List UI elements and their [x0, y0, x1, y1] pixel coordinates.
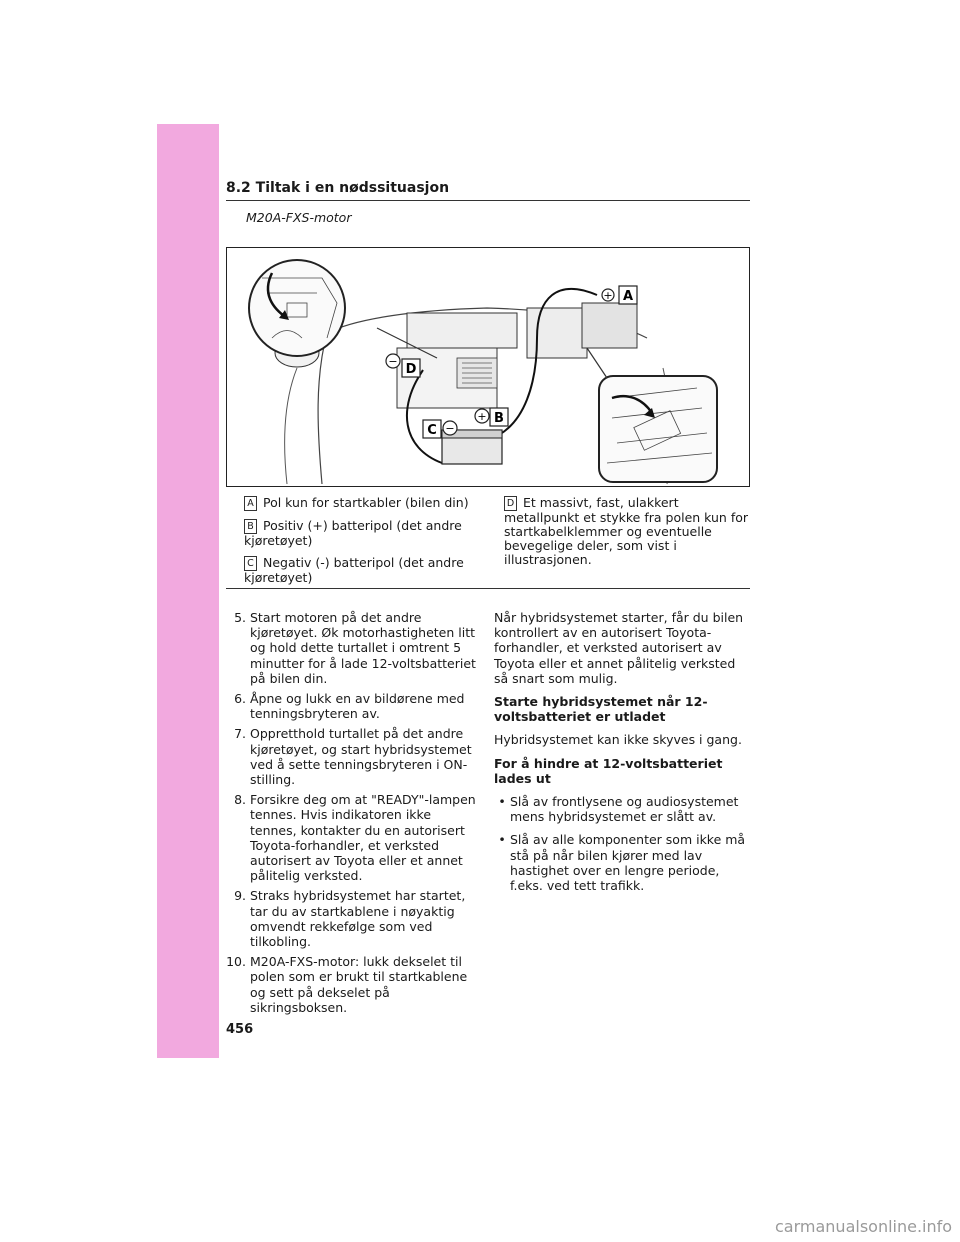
- bullet-item: [494, 832, 750, 893]
- jump-start-diagram: [227, 248, 749, 486]
- legend-divider: [226, 588, 750, 589]
- intro-paragraph: Når hybridsystemet starter, får du bilen kontrollert av en autorisert Toyota-forhandler, et verksted autorisert av Toyota eller et annet pålitelig verksted så snart som mulig.: [494, 610, 744, 686]
- terminal-plus-a: +: [603, 289, 613, 302]
- step-number: 9.: [234, 888, 246, 904]
- callout-c: C: [427, 423, 437, 438]
- steps-column: [226, 610, 480, 1020]
- bullet-text: Slå av frontlysene og audiosystemet mens hybridsystemet er slått av.: [510, 794, 739, 825]
- bullet-dot-icon: •: [498, 832, 506, 848]
- callout-d: D: [405, 362, 417, 377]
- info-column: [494, 610, 750, 901]
- step-item: [226, 610, 480, 686]
- figure-caption: M20A-FXS-motor: [246, 210, 352, 225]
- subheading-discharged: Starte hybridsystemet når 12-voltsbatteriet er utladet: [494, 694, 708, 725]
- bullet-dot-icon: •: [498, 794, 506, 810]
- legend-letter-a: A: [244, 496, 257, 511]
- step-number: 10.: [226, 954, 246, 970]
- legend-text-d: Et massivt, fast, ulakkert metallpunkt et stykke fra polen kun for startkabelklemmer og eventuelle bevegelige deler, som vist i illustrasjonen.: [504, 495, 749, 567]
- step-item: [226, 726, 480, 787]
- callout-a: A: [622, 289, 634, 304]
- step-text: Start motoren på det andre kjøretøyet. Øk motorhastigheten litt og hold dette turtallet i omtrent 5 minutter for å lade 12-voltsbatteriet på bilen din.: [250, 610, 476, 686]
- callout-b: B: [494, 411, 504, 426]
- step-number: 6.: [234, 691, 246, 707]
- step-text: Straks hybridsystemet har startet, tar du av startkablene i nøyaktig omvendt rekkefølge som ved tilkobling.: [250, 888, 466, 950]
- legend-item-b: [244, 519, 476, 548]
- bullet-item: [494, 794, 750, 824]
- legend-letter-b: B: [244, 519, 257, 534]
- step-number: 7.: [234, 726, 246, 742]
- step-number: 5.: [234, 610, 246, 625]
- legend-item-d: [504, 496, 748, 567]
- step-text: Oppretthold turtallet på det andre kjøretøyet, og start hybridsystemet ved å sette tenningsbryteren i ON-stilling.: [250, 726, 472, 788]
- step-text: Åpne og lukk en av bildørene med tenningsbryteren av.: [250, 691, 465, 722]
- step-item: [226, 691, 480, 721]
- step-item: [226, 888, 480, 949]
- terminal-minus-c: −: [445, 422, 455, 435]
- legend-item-c: [244, 556, 476, 585]
- engine-bay-illustration: [226, 247, 750, 487]
- page-number: 456: [226, 1022, 254, 1037]
- subheading-prevent-discharge: For å hindre at 12-voltsbatteriet lades ut: [494, 755, 723, 786]
- terminal-minus-d: −: [388, 355, 398, 368]
- legend-item-a: [244, 496, 476, 511]
- site-watermark: carmanualsonline.info: [775, 1217, 953, 1236]
- legend-text-a: Pol kun for startkabler (bilen din): [263, 495, 469, 510]
- step-text: M20A-FXS-motor: lukk dekselet til polen som er brukt til startkablene og sett på dekselet på sikringsboksen.: [250, 954, 468, 1015]
- step-text: Forsikre deg om at "READY"-lampen tennes. Hvis indikatoren ikke tennes, kontakter du en autorisert Toyota-forhandler, et verksted autorisert av Toyota eller et annet pålitelig verksted.: [250, 792, 476, 884]
- section-tab-sidebar: [157, 124, 219, 1058]
- legend-text-c: Negativ (-) batteripol (det andre kjøretøyet): [244, 555, 464, 585]
- legend-letter-d: D: [504, 496, 517, 511]
- step-number: 8.: [234, 792, 246, 808]
- legend-text-b: Positiv (+) batteripol (det andre kjøretøyet): [244, 518, 462, 548]
- terminal-plus-b: +: [477, 410, 487, 423]
- step-item: [226, 792, 480, 883]
- no-push-start-note: Hybridsystemet kan ikke skyves i gang.: [494, 732, 742, 748]
- legend-letter-c: C: [244, 556, 257, 571]
- bullet-text: Slå av alle komponenter som ikke må stå på når bilen kjører med lav hastighet over en lengre periode, f.eks. ved tett trafikk.: [510, 832, 746, 894]
- section-title: 8.2 Tiltak i en nødssituasjon: [226, 180, 750, 201]
- step-item: [226, 954, 480, 1015]
